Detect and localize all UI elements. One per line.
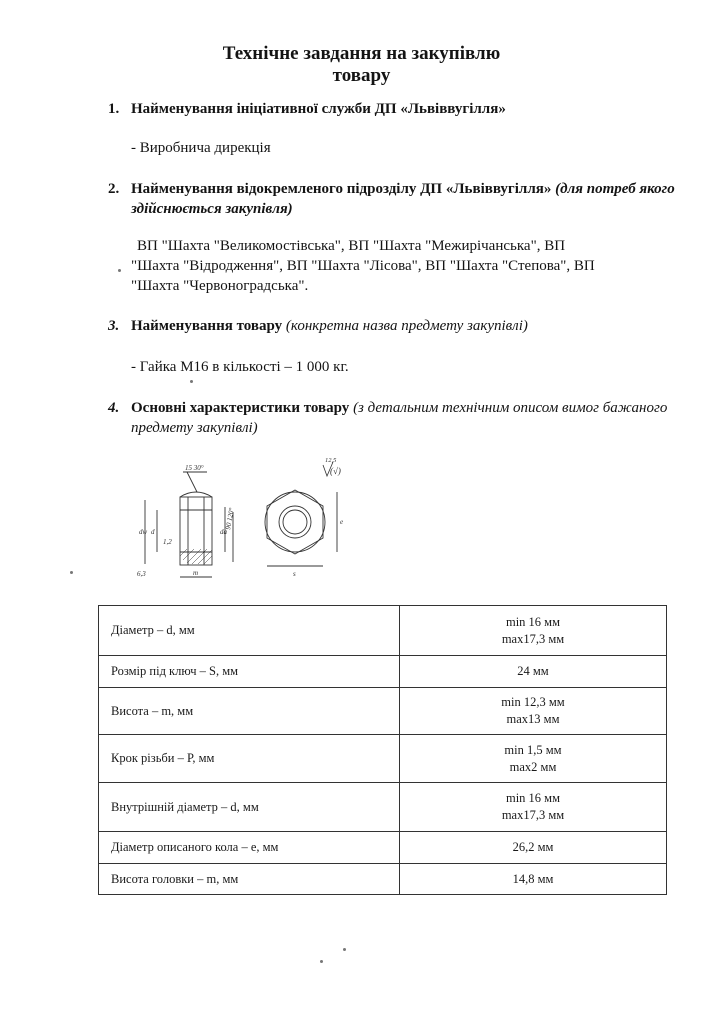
dim-s-label: s	[293, 570, 296, 578]
nut-front-view	[265, 490, 337, 566]
scan-speck	[118, 269, 121, 272]
value-line: max13 мм	[506, 712, 560, 726]
table-cell-label: Висота – m, мм	[99, 688, 400, 735]
roughness-mark: (√)	[330, 466, 341, 476]
value-line: min 16 мм	[505, 614, 561, 629]
section-number: 4.	[108, 400, 120, 416]
dim-e-label: e	[340, 518, 344, 526]
section-note: (конкретна назва предмету закупівлі)	[282, 318, 528, 334]
dim-dw-label: dw	[139, 528, 148, 536]
table-row	[99, 735, 667, 783]
table-cell-value	[400, 832, 667, 864]
section-heading: Найменування відокремленого підрозділу ДП «Львіввугілля»	[131, 181, 552, 197]
table-cell-value	[400, 735, 667, 783]
value-line: max17,3 мм	[501, 808, 565, 822]
document-title-line2: товару	[332, 65, 391, 86]
section-heading: Найменування товару	[131, 318, 283, 334]
table-cell-label: Внутрішній діаметр – d, мм	[99, 783, 400, 832]
dim-12-label: 1,2	[163, 538, 172, 546]
table-row	[99, 832, 667, 864]
section-heading: Основні характеристики товару	[131, 400, 350, 416]
nut-drawing	[125, 452, 355, 587]
section-heading: Найменування ініціативної служби ДП «Львіввугілля»	[131, 101, 506, 117]
section-1-content: - Виробнича дирекція	[131, 140, 271, 156]
section-2-line-2: "Шахта "Відродження", ВП "Шахта "Лісова", ВП "Шахта "Степова", ВП	[131, 258, 595, 274]
section-2-line-3: "Шахта "Червоноградська".	[131, 278, 309, 294]
nut-side-view	[145, 472, 233, 577]
value-line: 24 мм	[517, 664, 549, 678]
section-number: 1.	[108, 101, 120, 117]
value-line: max17,3 мм	[501, 631, 565, 646]
value-line: 14,8 мм	[512, 871, 554, 886]
table-row	[99, 606, 667, 656]
document-title: Технічне завдання на закупівлю	[222, 43, 501, 64]
value-line: max2 мм	[509, 759, 557, 774]
table-cell-value	[400, 783, 667, 832]
table-row	[99, 688, 667, 735]
section-number: 3.	[108, 318, 120, 334]
section-number: 2.	[108, 181, 120, 197]
value-line: min 16 мм	[505, 791, 561, 805]
dim-d-label: d	[151, 528, 155, 536]
table-cell-label: Діаметр – d, мм	[99, 606, 400, 656]
chamfer-label: 15 30°	[185, 464, 204, 472]
scan-speck	[190, 380, 193, 383]
value-line: min 1,5 мм	[504, 742, 562, 757]
value-line: min 12,3 мм	[501, 695, 565, 709]
value-line: 26,2 мм	[512, 840, 554, 854]
section-note: (з детальним технічним описом вимог бажаного предмету закупівлі)	[131, 400, 668, 436]
dim-m-label: m	[193, 569, 199, 577]
table-cell-label: Розмір під ключ – S, мм	[99, 656, 400, 688]
table-cell-label: Висота головки – m, мм	[99, 864, 400, 895]
spec-table	[98, 605, 667, 895]
section-3-content: - Гайка М16 в кількості – 1 000 кг.	[131, 359, 349, 375]
table-cell-value	[400, 656, 667, 688]
table-cell-value	[400, 864, 667, 895]
scan-speck	[343, 948, 346, 951]
scan-speck	[70, 571, 73, 574]
dim-63-label: 6,3	[137, 570, 146, 578]
table-cell-value	[400, 606, 667, 656]
section-note: (для потреб якого здійснюється закупівля)	[131, 181, 675, 217]
table-cell-value	[400, 688, 667, 735]
table-row	[99, 783, 667, 832]
scan-speck	[320, 960, 323, 963]
angle-label: 90 120°	[224, 507, 236, 531]
table-cell-label: Крок різьби – Р, мм	[99, 735, 400, 783]
dim-da-label: da	[220, 528, 227, 536]
table-cell-label: Діаметр описаного кола – е, мм	[99, 832, 400, 864]
table-row	[99, 656, 667, 688]
section-2-line-1: ВП "Шахта "Великомостівська", ВП "Шахта "Межирічанська", ВП	[137, 238, 566, 254]
roughness-value: 12,5	[325, 457, 337, 464]
table-row	[99, 864, 667, 895]
